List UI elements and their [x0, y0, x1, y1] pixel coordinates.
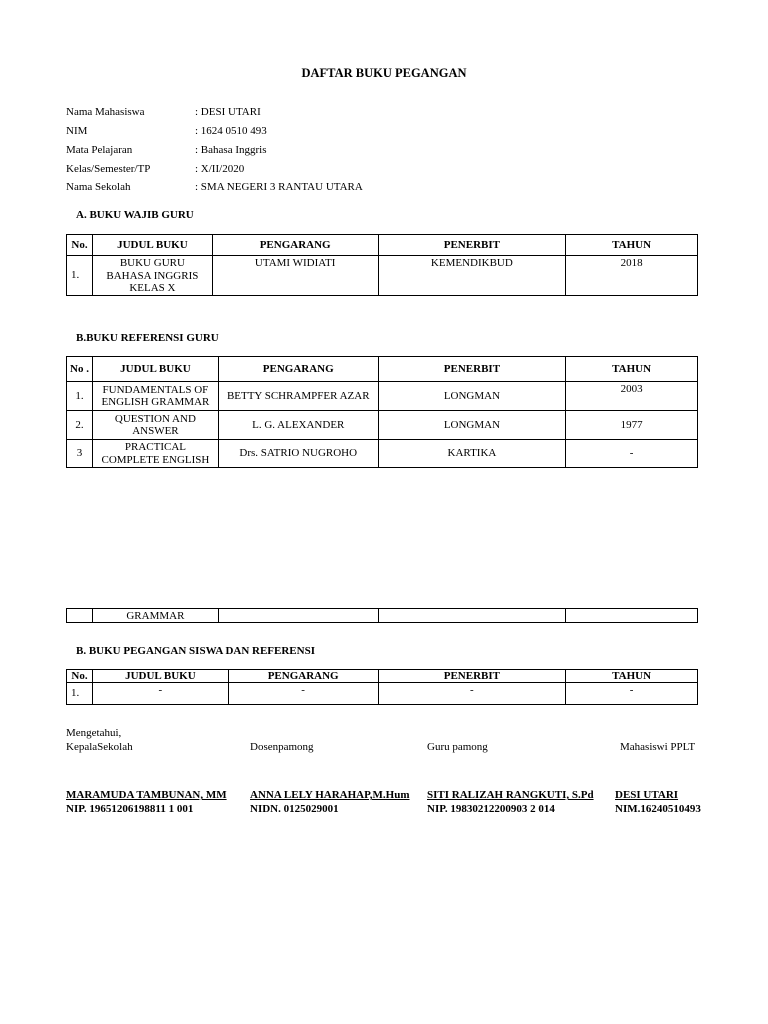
cell-tahun: -: [566, 440, 698, 468]
col-header-pengarang: PENGARANG: [218, 357, 378, 382]
table-buku-pegangan-siswa: [66, 669, 698, 705]
cell-no: 1.: [67, 256, 93, 296]
col-header-penerbit: PENERBIT: [378, 357, 566, 382]
table-row: [67, 683, 698, 705]
signature-name-guru-pamong: SITI RALIZAH RANGKUTI, S.Pd: [427, 789, 594, 801]
cell-pengarang: Drs. SATRIO NUGROHO: [218, 440, 378, 468]
col-header-judul: JUDUL BUKU: [92, 357, 218, 382]
cell-penerbit: -: [378, 683, 566, 705]
table-row: [67, 411, 698, 440]
info-label-sekolah: Nama Sekolah: [66, 181, 131, 193]
cell-penerbit: LONGMAN: [378, 411, 566, 440]
signature-id-mahasiswi: NIM.16240510493: [615, 803, 701, 815]
col-header-no: No.: [67, 235, 93, 256]
cell-tahun: [566, 609, 698, 623]
col-header-tahun: TAHUN: [566, 235, 698, 256]
signature-name-mahasiswi: DESI UTARI: [615, 789, 679, 801]
cell-pengarang: -: [228, 683, 378, 705]
col-header-judul: JUDUL BUKU: [92, 670, 228, 683]
section-b-ref-heading: B.BUKU REFERENSI GURU: [76, 332, 219, 344]
cell-penerbit: [378, 609, 566, 623]
info-value-nama: : DESI UTARI: [195, 106, 261, 118]
cell-tahun: 2003: [566, 382, 698, 411]
cell-judul: FUNDAMENTALS OF ENGLISH GRAMMAR: [92, 382, 218, 411]
cell-penerbit: KEMENDIKBUD: [378, 256, 566, 296]
cell-judul: PRACTICAL COMPLETE ENGLISH: [92, 440, 218, 468]
signature-role-guru-pamong: Guru pamong: [427, 741, 488, 753]
cell-no: 1.: [67, 382, 93, 411]
table-buku-wajib-guru: [66, 234, 698, 296]
section-a-heading: A. BUKU WAJIB GURU: [76, 209, 194, 221]
cell-tahun: -: [566, 683, 698, 705]
signature-name-dosen-pamong: ANNA LELY HARAHAP,M.Hum: [250, 789, 410, 801]
section-b-siswa-heading: B. BUKU PEGANGAN SISWA DAN REFERENSI: [76, 645, 315, 657]
cell-pengarang: UTAMI WIDIATI: [212, 256, 378, 296]
cell-judul: BUKU GURU BAHASA INGGRIS KELAS X: [92, 256, 212, 296]
page-title: DAFTAR BUKU PEGANGAN: [301, 66, 467, 80]
col-header-no: No .: [67, 357, 93, 382]
signature-role-kepala-sekolah: KepalaSekolah: [66, 741, 133, 753]
cell-penerbit: LONGMAN: [378, 382, 566, 411]
signature-id-kepala-sekolah: NIP. 19651206198811 1 001: [66, 803, 194, 815]
signature-role-mahasiswi: Mahasiswi PPLT: [620, 741, 696, 753]
col-header-pengarang: PENGARANG: [228, 670, 378, 683]
table-row: [67, 440, 698, 468]
cell-judul: GRAMMAR: [92, 609, 218, 623]
info-label-nama: Nama Mahasiswa: [66, 106, 145, 118]
cell-judul: QUESTION AND ANSWER: [92, 411, 218, 440]
col-header-no: No.: [67, 670, 93, 683]
cell-no: 1.: [67, 683, 93, 705]
table-header-row: [67, 670, 698, 683]
cell-tahun: 2018: [566, 256, 698, 296]
cell-pengarang: BETTY SCHRAMPFER AZAR: [218, 382, 378, 411]
info-label-kelas: Kelas/Semester/TP: [66, 163, 151, 175]
mengetahui-label: Mengetahui,: [66, 727, 122, 739]
cell-pengarang: L. G. ALEXANDER: [218, 411, 378, 440]
col-header-penerbit: PENERBIT: [378, 235, 566, 256]
cell-pengarang: [218, 609, 378, 623]
info-value-kelas: : X/II/2020: [195, 163, 245, 175]
table-header-row: [67, 235, 698, 256]
table-buku-referensi-guru: [66, 356, 698, 468]
table-fragment-row: [66, 608, 698, 623]
info-label-mapel: Mata Pelajaran: [66, 144, 133, 156]
cell-penerbit: KARTIKA: [378, 440, 566, 468]
table-row: [67, 382, 698, 411]
table-header-row: [67, 357, 698, 382]
cell-no: [67, 609, 93, 623]
col-header-judul: JUDUL BUKU: [92, 235, 212, 256]
cell-no: 3: [67, 440, 93, 468]
signature-role-dosen-pamong: Dosenpamong: [250, 741, 314, 753]
col-header-tahun: TAHUN: [566, 357, 698, 382]
signature-name-kepala-sekolah: MARAMUDA TAMBUNAN, MM: [66, 789, 227, 801]
col-header-tahun: TAHUN: [566, 670, 698, 683]
col-header-pengarang: PENGARANG: [212, 235, 378, 256]
col-header-penerbit: PENERBIT: [378, 670, 566, 683]
signature-id-dosen-pamong: NIDN. 0125029001: [250, 803, 339, 815]
info-label-nim: NIM: [66, 125, 88, 137]
signature-id-guru-pamong: NIP. 19830212200903 2 014: [427, 803, 555, 815]
cell-tahun: 1977: [566, 411, 698, 440]
info-value-sekolah: : SMA NEGERI 3 RANTAU UTARA: [195, 181, 363, 193]
cell-judul: -: [92, 683, 228, 705]
table-row: [67, 609, 698, 623]
table-row: [67, 256, 698, 296]
info-value-nim: : 1624 0510 493: [195, 125, 267, 137]
info-value-mapel: : Bahasa Inggris: [195, 144, 267, 156]
cell-no: 2.: [67, 411, 93, 440]
